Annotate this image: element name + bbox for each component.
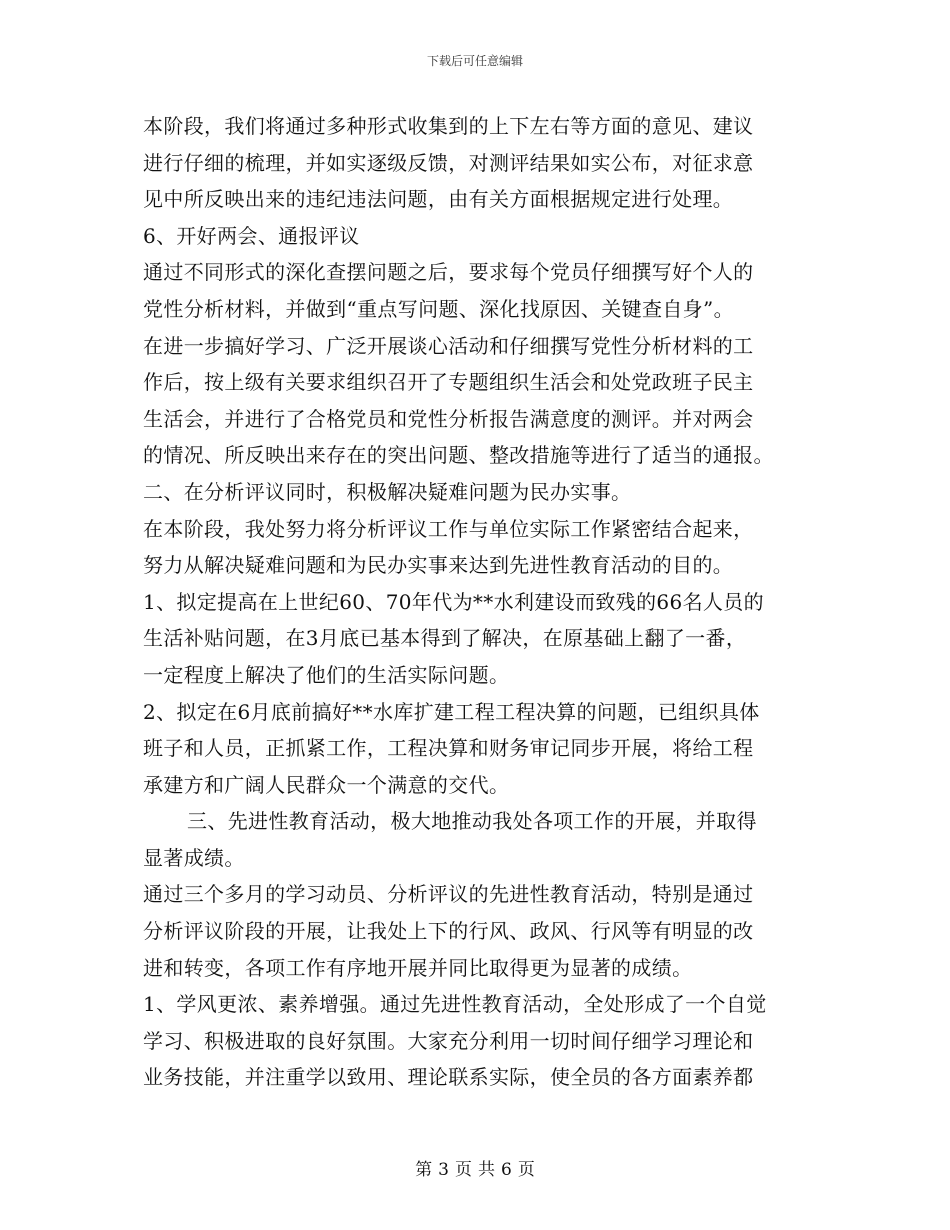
total-word: 共 [478,1160,495,1180]
text-line: 生活会，并进行了合格党员和党性分析报告满意度的测评。并对两会 [143,406,754,431]
text-line: 进行仔细的梳理，并如实逐级反馈，对测评结果如实公布，对征求意 [143,150,754,175]
section-heading: 二、在分析评议同时，积极解决疑难问题为民办实事。 [143,479,632,504]
text-line: 见中所反映出来的违纪违法问题，由有关方面根据规定进行处理。 [143,187,734,212]
text-line: 显著成绩。 [143,845,245,870]
total-page-number: 6 [501,1160,512,1180]
text-line: 业务技能，并注重学以致用、理论联系实际，使全员的各方面素养都 [143,1065,754,1090]
text-line: 班子和人员，正抓紧工作，工程决算和财务审记同步开展，将给工程 [143,736,754,761]
text-line: 分析评议阶段的开展，让我处上下的行风、政风、行风等有明显的改 [143,919,754,944]
text-line: 在本阶段，我处努力将分析评议工作与单位实际工作紧密结合起来， [143,516,754,541]
text-line: 学习、积极进取的良好氛围。大家充分利用一切时间仔细学习理论和 [143,1028,754,1053]
page-header: 下载后可任意编辑 [426,54,523,68]
page-word: 页 [455,1160,472,1180]
text-line: 2、拟定在6月底前搞好**水库扩建工程工程决算的问题，已组织具体 [143,699,760,724]
text-line: 努力从解决疑难问题和为民办实事来达到先进性教育活动的目的。 [143,553,734,578]
text-line: 进和转变，各项工作有序地开展并同比取得更为显著的成绩。 [143,955,693,980]
text-line: 在进一步搞好学习、广泛开展谈心活动和仔细撰写党性分析材料的工 [143,333,754,358]
text-line: 本阶段，我们将通过多种形式收集到的上下左右等方面的意见、建议 [143,114,754,138]
text-line: 1、拟定提高在上世纪60、70年代为**水利建设而致残的66名人员的 [143,589,764,614]
current-page-number: 3 [438,1160,449,1180]
page-footer [0,1155,950,1180]
text-line: 通过不同形式的深化查摆问题之后，要求每个党员仔细撰写好个人的 [143,260,754,285]
text-line: 党性分析材料，并做到“重点写问题、深化找原因、关键查自身”。 [143,296,734,321]
text-line: 的情况、所反映出来存在的突出问题、整改措施等进行了适当的通报。 [143,443,774,468]
section-heading: 6、开好两会、通报评议 [143,223,360,248]
text-line: 承建方和广阔人民群众一个满意的交代。 [143,772,510,797]
text-line: 一定程度上解决了他们的生活实际问题。 [143,662,510,687]
text-line: 1、学风更浓、素养增强。通过先进性教育活动，全处形成了一个自觉 [143,992,767,1017]
page-suffix: 页 [517,1160,535,1180]
document-body [143,108,808,1096]
text-line: 通过三个多月的学习动员、分析评议的先进性教育活动，特别是通过 [143,882,754,907]
page-prefix: 第 [415,1160,433,1180]
text-line: 生活补贴问题，在3月底已基本得到了解决，在原基础上翻了一番， [143,626,747,651]
section-heading: 三、先进性教育活动，极大地推动我处各项工作的开展，并取得 [187,809,757,834]
text-line: 作后，按上级有关要求组织召开了专题组织生活会和处党政班子民主 [143,370,754,395]
